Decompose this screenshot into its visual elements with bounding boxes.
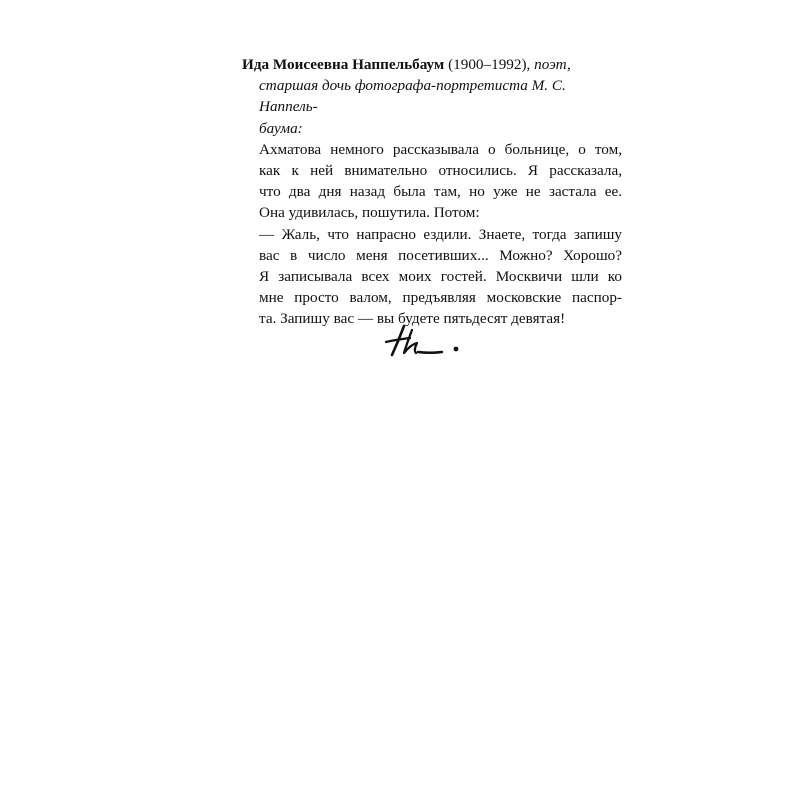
entry-body — [242, 139, 622, 330]
author-description-2: старшая дочь фотографа-портретиста М. С. Наппель- — [259, 77, 566, 116]
body-line: Она удивилась, пошутила. Потом: — [259, 204, 480, 222]
body-line: вас в число меня посетивших... Можно? Хорошо? — [259, 246, 622, 264]
body-line: Я записывала всех моих гостей. Москвичи шли ко — [259, 268, 622, 286]
body-line: как к ней внимательно относились. Я рассказала, — [259, 162, 622, 180]
author-description-3: баума: — [259, 119, 303, 137]
author-name: Ида Моисеевна Наппельбаум — [242, 56, 445, 73]
author-years: (1900–1992), — [444, 56, 535, 73]
author-description-1: поэт, — [534, 56, 571, 73]
body-line: что два дня назад была там, но уже не застала ее. — [259, 183, 622, 201]
body-line: Ахматова немного рассказывала о больнице, о том, — [259, 140, 622, 158]
entry-header — [242, 54, 622, 139]
body-line: мне просто валом, предъявляя московские паспор- — [259, 289, 622, 307]
signature-flourish-icon — [382, 322, 462, 362]
body-line: — Жаль, что напрасно ездили. Знаете, тогда запишу — [259, 225, 622, 243]
memoir-entry — [242, 54, 622, 330]
body-line: та. Запишу вас — вы будете пятьдесят девятая! — [259, 310, 566, 328]
